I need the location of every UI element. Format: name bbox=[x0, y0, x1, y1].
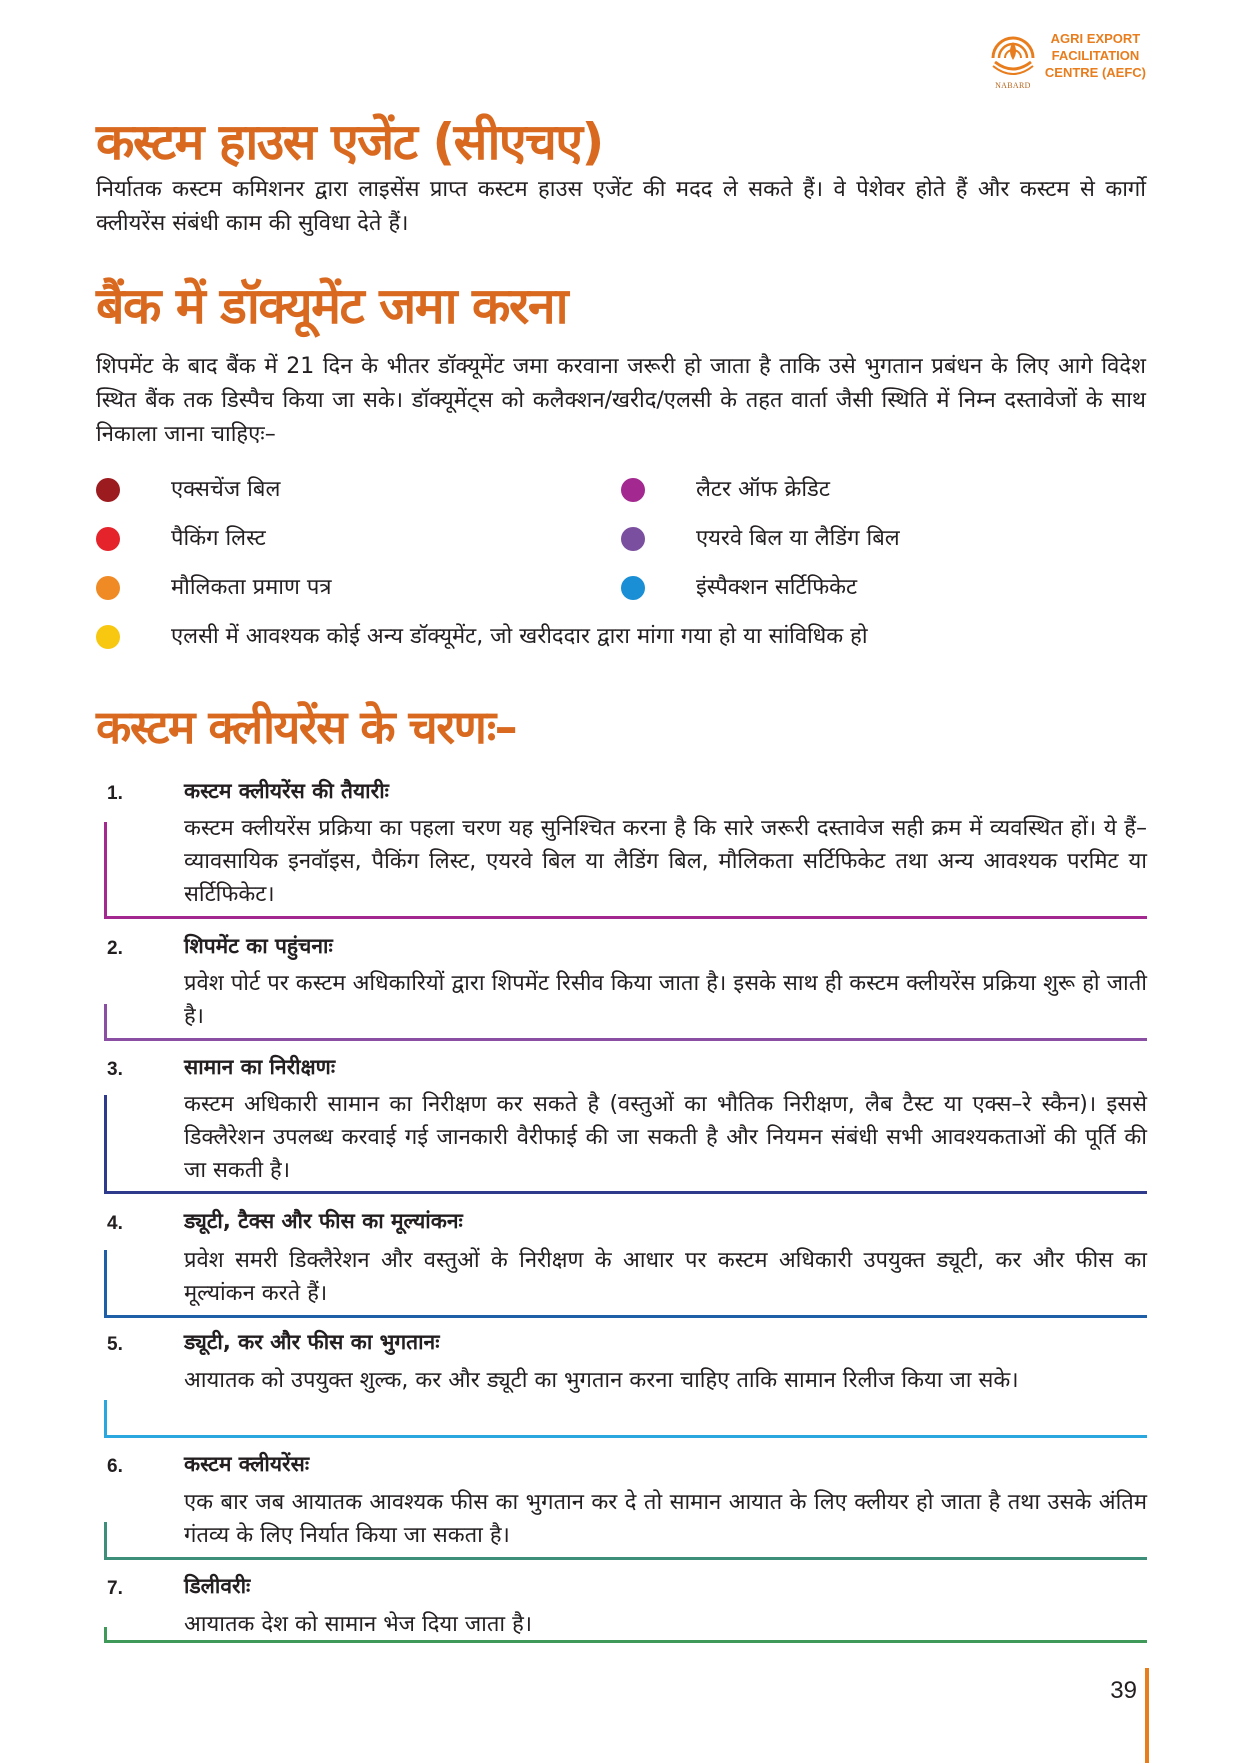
step-title: ड्यूटी, कर और फीस का भुगतानः bbox=[184, 1330, 440, 1354]
aefc-logo bbox=[987, 28, 1146, 90]
step-number: 7. bbox=[107, 1578, 123, 1599]
step-divider bbox=[104, 1435, 1147, 1438]
step-number: 3. bbox=[107, 1059, 123, 1080]
page-number: 39 bbox=[1110, 1677, 1137, 1704]
step-body: प्रवेश समरी डिक्लैरेशन और वस्तुओं के निरीक्षण के आधार पर कस्टम अधिकारी उपयुक्त ड्यूटी, कर और फीस का मूल्यांकन करते हैं। bbox=[184, 1248, 1147, 1306]
step-title: कस्टम क्लीयरेंसः bbox=[184, 1452, 310, 1476]
bullet-item bbox=[621, 475, 830, 505]
bullet-item bbox=[96, 475, 280, 505]
step-divider bbox=[104, 1004, 107, 1041]
section-title-bank-documents: बैंक में डॉक्यूमेंट जमा करना bbox=[96, 277, 568, 335]
bullet-label: लैटर ऑफ क्रेडिट bbox=[696, 477, 830, 502]
page-number-bar bbox=[1145, 1668, 1149, 1763]
logo-text bbox=[1045, 30, 1146, 81]
step-body: कस्टम अधिकारी सामान का निरीक्षण कर सकते है (वस्तुओं का भौतिक निरीक्षण, लैब टैस्ट या एक्स–रे स्कैन)। इससे डिक्लैरेशन उपलब्ध करवाई गई जानकारी वैरीफाई की जा सकती है और नियमन संबंधी सभी आवश्यकताओं की पूर्ति की जा सकती है। bbox=[184, 1092, 1147, 1183]
bullet-label: इंस्पैक्शन सर्टिफिकेट bbox=[696, 575, 858, 600]
step-divider bbox=[104, 1038, 1147, 1041]
step-number: 5. bbox=[107, 1334, 123, 1355]
step-number: 1. bbox=[107, 783, 123, 804]
bullet-item bbox=[621, 524, 900, 554]
step-number: 4. bbox=[107, 1213, 123, 1234]
bullet-label: एयरवे बिल या लैडिंग बिल bbox=[696, 526, 900, 551]
step-divider bbox=[104, 822, 107, 918]
logo-line-3: CENTRE (AEFC) bbox=[1044, 65, 1146, 80]
logo-mark bbox=[987, 28, 1039, 90]
step-number: 6. bbox=[107, 1456, 123, 1477]
bullet-label: एक्सचेंज बिल bbox=[171, 477, 281, 502]
step-title: डिलीवरीः bbox=[184, 1574, 251, 1598]
step-body: प्रवेश पोर्ट पर कस्टम अधिकारियों द्वारा शिपमेंट रिसीव किया जाता है। इसके साथ ही कस्टम क्लीयरेंस प्रक्रिया शुरू हो जाती है। bbox=[184, 971, 1147, 1029]
bullet-dot-icon bbox=[96, 625, 120, 649]
bullet-dot-icon bbox=[96, 527, 120, 551]
bullet-item bbox=[621, 573, 857, 603]
bullet-dot-icon bbox=[621, 527, 645, 551]
section-title-cha: कस्टम हाउस एजेंट (सीएचए) bbox=[96, 113, 603, 171]
step-divider bbox=[104, 1315, 1147, 1318]
logo-line-2: FACILITATION bbox=[1051, 48, 1140, 63]
bullet-dot-icon bbox=[621, 576, 645, 600]
bullet-item bbox=[96, 524, 266, 554]
step-number: 2. bbox=[107, 938, 123, 959]
step-body: कस्टम क्लीयरेंस प्रक्रिया का पहला चरण यह सुनिश्चित करना है कि सारे जरूरी दस्तावेज सही क्रम में व्यवस्थित हों। ये हैं–व्यावसायिक इनवॉइस, पैकिंग लिस्ट, एयरवे बिल या लैडिंग बिल, मौलिकता सर्टिफिकेट तथा अन्य आवश्यक परमिट या सर्टिफिकेट। bbox=[184, 816, 1147, 907]
section-paragraph-cha: निर्यातक कस्टम कमिशनर द्वारा लाइसेंस प्राप्त कस्टम हाउस एजेंट की मदद ले सकते हैं। वे पेशेवर होते हैं और कस्टम से कार्गो क्लीयरेंस संबंधी काम की सुविधा देते हैं। bbox=[96, 177, 1146, 236]
bullet-label: पैकिंग लिस्ट bbox=[171, 526, 266, 551]
nabard-emblem-icon bbox=[987, 28, 1039, 80]
step-title: कस्टम क्लीयरेंस की तैयारीः bbox=[184, 779, 389, 803]
bullet-label: मौलिकता प्रमाण पत्र bbox=[171, 575, 332, 600]
logo-nabard: NABARD bbox=[995, 81, 1031, 90]
step-title: सामान का निरीक्षणः bbox=[184, 1055, 336, 1079]
bullet-dot-icon bbox=[96, 478, 120, 502]
bullet-dot-icon bbox=[621, 478, 645, 502]
step-body: आयातक को उपयुक्त शुल्क, कर और ड्यूटी का भुगतान करना चाहिए ताकि सामान रिलीज किया जा सके। bbox=[184, 1368, 1019, 1393]
bullet-item bbox=[96, 622, 868, 652]
step-divider bbox=[104, 1522, 107, 1560]
step-divider bbox=[104, 1557, 1147, 1560]
step-divider bbox=[104, 1640, 1147, 1643]
step-body: आयातक देश को सामान भेज दिया जाता है। bbox=[184, 1612, 533, 1637]
step-divider bbox=[104, 1400, 107, 1438]
step-title: ड्यूटी, टैक्स और फीस का मूल्यांकनः bbox=[184, 1209, 463, 1233]
step-body: एक बार जब आयातक आवश्यक फीस का भुगतान कर दे तो सामान आयात के लिए क्लीयर हो जाता है तथा उसके अंतिम गंतव्य के लिए निर्यात किया जा सकता है। bbox=[184, 1490, 1147, 1548]
bullet-item bbox=[96, 573, 332, 603]
bullet-dot-icon bbox=[96, 576, 120, 600]
step-title: शिपमेंट का पहुंचनाः bbox=[184, 934, 333, 958]
section-title-clearance-steps: कस्टम क्लीयरेंस के चरणः– bbox=[96, 700, 517, 754]
section-paragraph-bank-documents: शिपमेंट के बाद बैंक में 21 दिन के भीतर डॉक्यूमेंट जमा करवाना जरूरी हो जाता है ताकि उसे भुगतान प्रबंधन के लिए आगे विदेश स्थित बैंक तक डिस्पैच किया जा सके। डॉक्यूमेंट्स को कलैक्शन/खरीद/एलसी के तहत वार्ता जैसी स्थिति में निम्न दस्तावेजों के साथ निकाला जाना चाहिएः– bbox=[96, 354, 1146, 447]
logo-line-1: AGRI EXPORT bbox=[1050, 31, 1141, 46]
step-divider bbox=[104, 1191, 1147, 1194]
step-divider bbox=[104, 1095, 107, 1194]
step-divider bbox=[104, 1250, 107, 1318]
bullet-label: एलसी में आवश्यक कोई अन्य डॉक्यूमेंट, जो खरीददार द्वारा मांगा गया हो या सांविधिक हो bbox=[171, 624, 868, 649]
step-divider bbox=[104, 916, 1147, 919]
